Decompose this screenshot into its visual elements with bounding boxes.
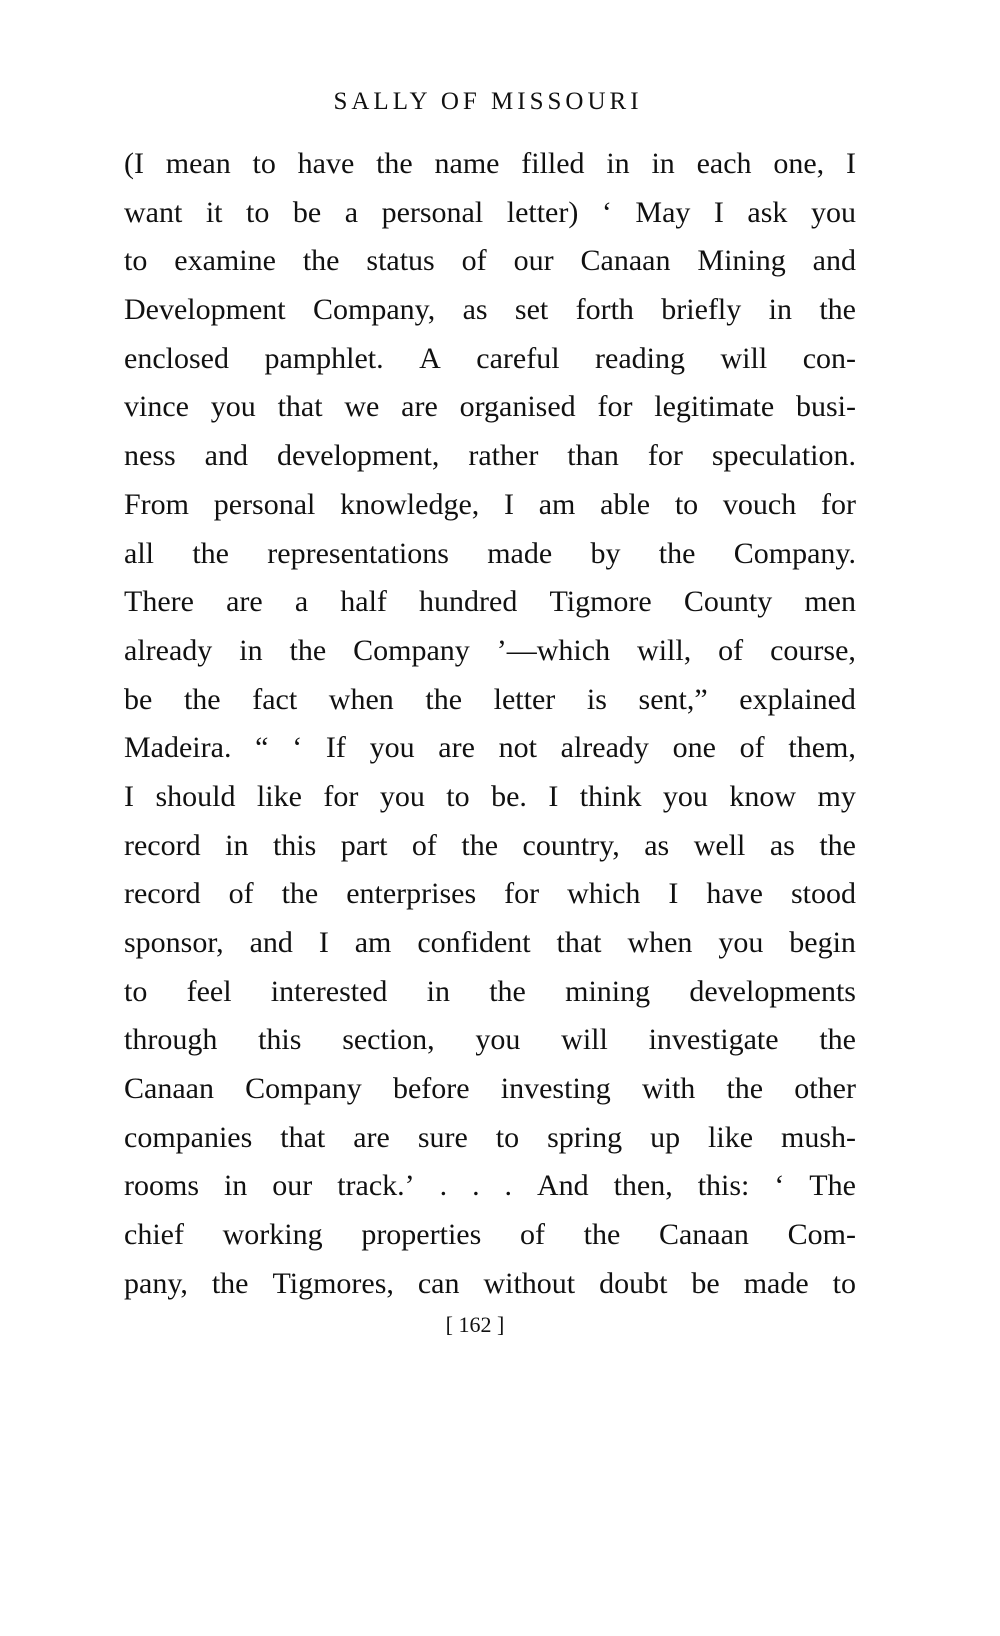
text-line: chief working properties of the Canaan Com- xyxy=(124,1218,856,1252)
text-line: be the fact when the letter is sent,” explained xyxy=(124,682,856,716)
page-number: [ 162 ] xyxy=(445,1312,505,1337)
text-line: all the representations made by the Company. xyxy=(124,536,856,570)
text-line: vince you that we are organised for legitimate busi- xyxy=(124,390,856,424)
text-line: rooms in our track.’ . . . And then, this: ‘ The xyxy=(124,1169,856,1203)
running-head: SALLY OF MISSOURI xyxy=(333,88,643,115)
text-line: There are a half hundred Tigmore County men xyxy=(124,585,856,619)
text-line: to examine the status of our Canaan Mining and xyxy=(124,244,856,278)
text-line: want it to be a personal letter) ‘ May I ask you xyxy=(124,195,856,229)
text-line: record in this part of the country, as well as the xyxy=(124,828,856,862)
text-line: Development Company, as set forth briefly in the xyxy=(124,293,856,327)
text-line: Madeira. “ ‘ If you are not already one of them, xyxy=(124,731,856,765)
text-line: enclosed pamphlet. A careful reading will con- xyxy=(124,341,856,375)
text-line: I should like for you to be. I think you know my xyxy=(124,779,856,813)
text-line: companies that are sure to spring up like mush- xyxy=(124,1120,856,1154)
text-line: pany, the Tigmores, can without doubt be made to xyxy=(124,1266,856,1300)
text-line: through this section, you will investigate the xyxy=(124,1023,856,1057)
text-line: already in the Company ’—which will, of course, xyxy=(124,633,856,667)
text-line: Canaan Company before investing with the other xyxy=(124,1072,856,1106)
page-body xyxy=(124,140,856,1309)
text-line: sponsor, and I am confident that when you begin xyxy=(124,926,856,959)
text-line: From personal knowledge, I am able to vouch for xyxy=(124,487,856,521)
text-line: (I mean to have the name filled in in each one, I xyxy=(124,147,856,180)
text-line: ness and development, rather than for speculation. xyxy=(124,439,856,473)
text-line: record of the enterprises for which I have stood xyxy=(124,877,856,911)
text-line: to feel interested in the mining developments xyxy=(124,974,856,1008)
